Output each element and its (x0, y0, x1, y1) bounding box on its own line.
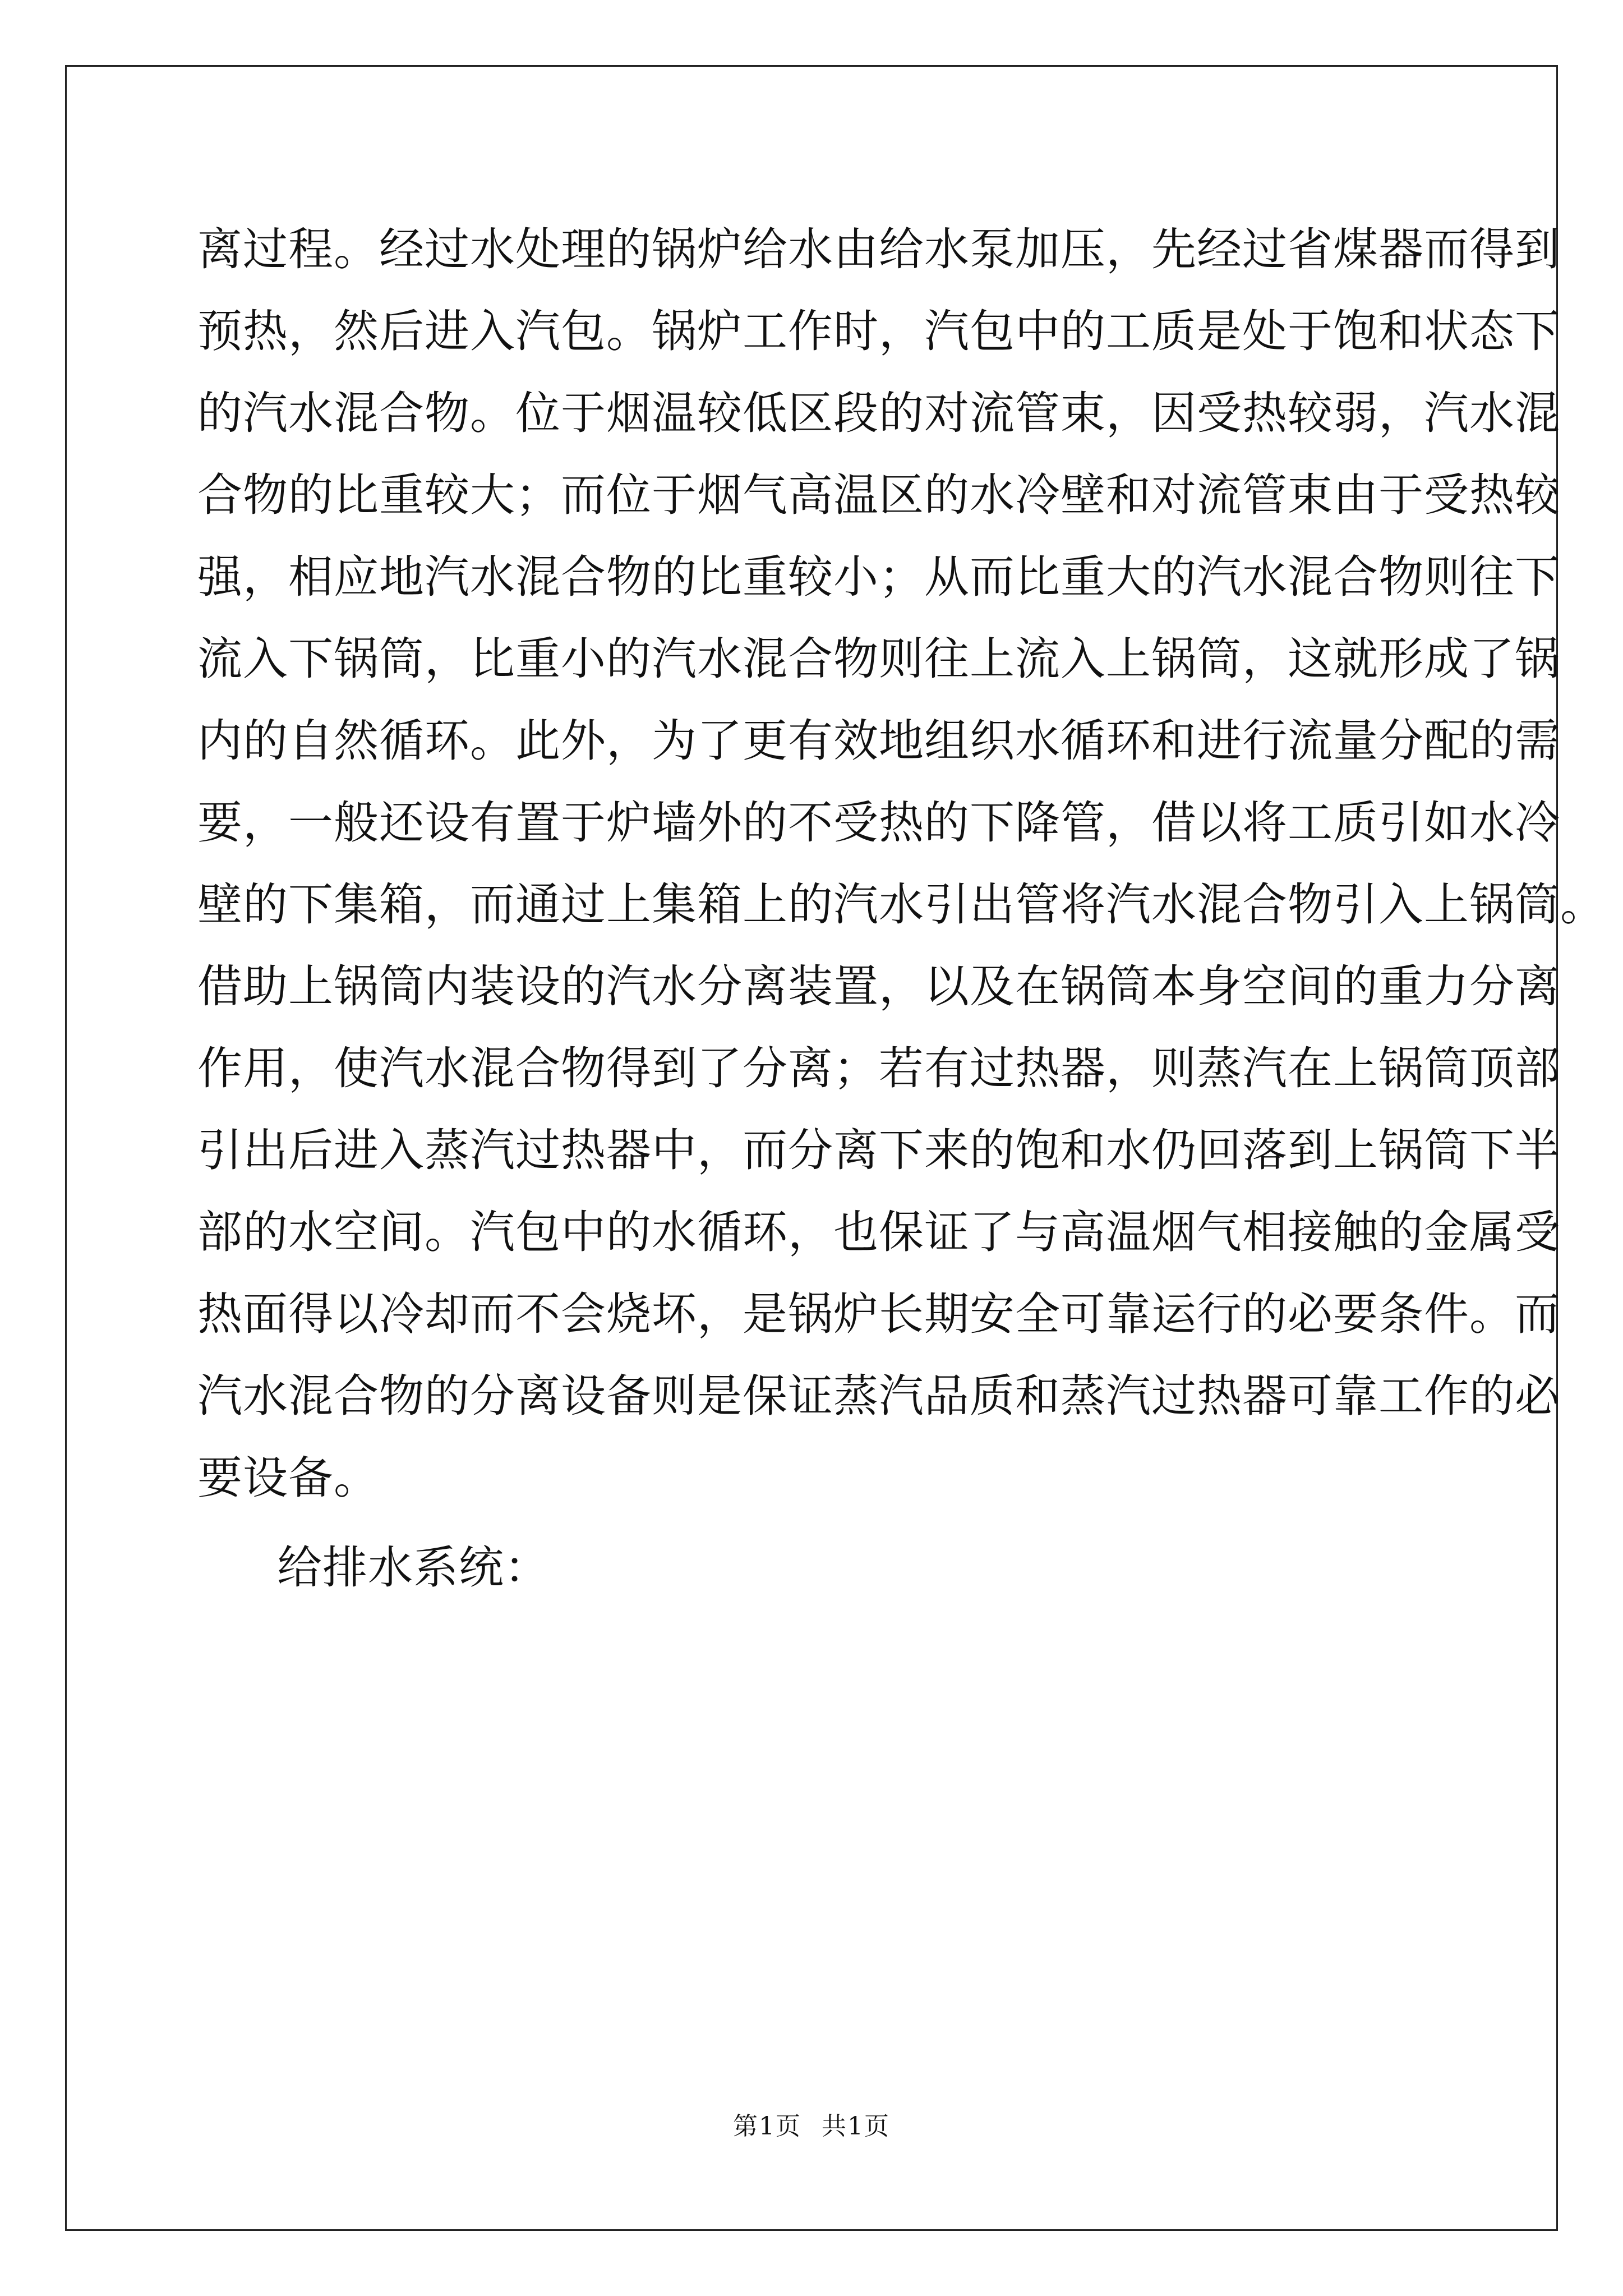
paragraph-line: 内的自然循环。此外，为了更有效地组织水循环和进行流量分配的需 (197, 715, 1560, 767)
paragraph-line: 借助上锅筒内装设的汽水分离装置，以及在锅筒本身空间的重力分离 (197, 960, 1560, 1013)
paragraph-line: 的汽水混合物。位于烟温较低区段的对流管束，因受热较弱，汽水混 (197, 387, 1560, 439)
paragraph-line: 要，一般还设有置于炉墙外的不受热的下降管，借以将工质引如水冷 (197, 797, 1560, 849)
paragraph-line: 离过程。经过水处理的锅炉给水由给水泵加压，先经过省煤器而得到 (197, 223, 1560, 275)
page-number-current: 第1页 (733, 2112, 801, 2141)
paragraph-line: 壁的下集箱，而通过上集箱上的汽水引出管将汽水混合物引入上锅筒。 (197, 878, 1606, 931)
paragraph-line: 汽水混合物的分离设备则是保证蒸汽品质和蒸汽过热器可靠工作的必 (197, 1370, 1560, 1422)
paragraph-line: 要设备。 (197, 1452, 379, 1504)
page-number-total: 共1页 (822, 2112, 890, 2141)
paragraph-line: 流入下锅筒，比重小的汽水混合物则往上流入上锅筒，这就形成了锅 (197, 633, 1560, 685)
section-heading: 给排水系统： (277, 1542, 550, 1594)
paragraph-line: 引出后进入蒸汽过热器中，而分离下来的饱和水仍回落到上锅筒下半 (197, 1124, 1560, 1176)
paragraph-line: 作用，使汽水混合物得到了分离；若有过热器，则蒸汽在上锅筒顶部 (197, 1042, 1560, 1094)
paragraph-line: 热面得以冷却而不会烧坏，是锅炉长期安全可靠运行的必要条件。而 (197, 1288, 1560, 1340)
paragraph-line: 强，相应地汽水混合物的比重较小；从而比重大的汽水混合物则往下 (197, 551, 1560, 603)
paragraph-line: 部的水空间。汽包中的水循环，也保证了与高温烟气相接触的金属受 (197, 1206, 1560, 1258)
paragraph-line: 预热，然后进入汽包。锅炉工作时，汽包中的工质是处于饱和状态下 (197, 305, 1560, 357)
paragraph-line: 合物的比重较大；而位于烟气高温区的水冷壁和对流管束由于受热较 (197, 469, 1560, 521)
page-footer (0, 2106, 1623, 2142)
document-body (197, 209, 1606, 1609)
